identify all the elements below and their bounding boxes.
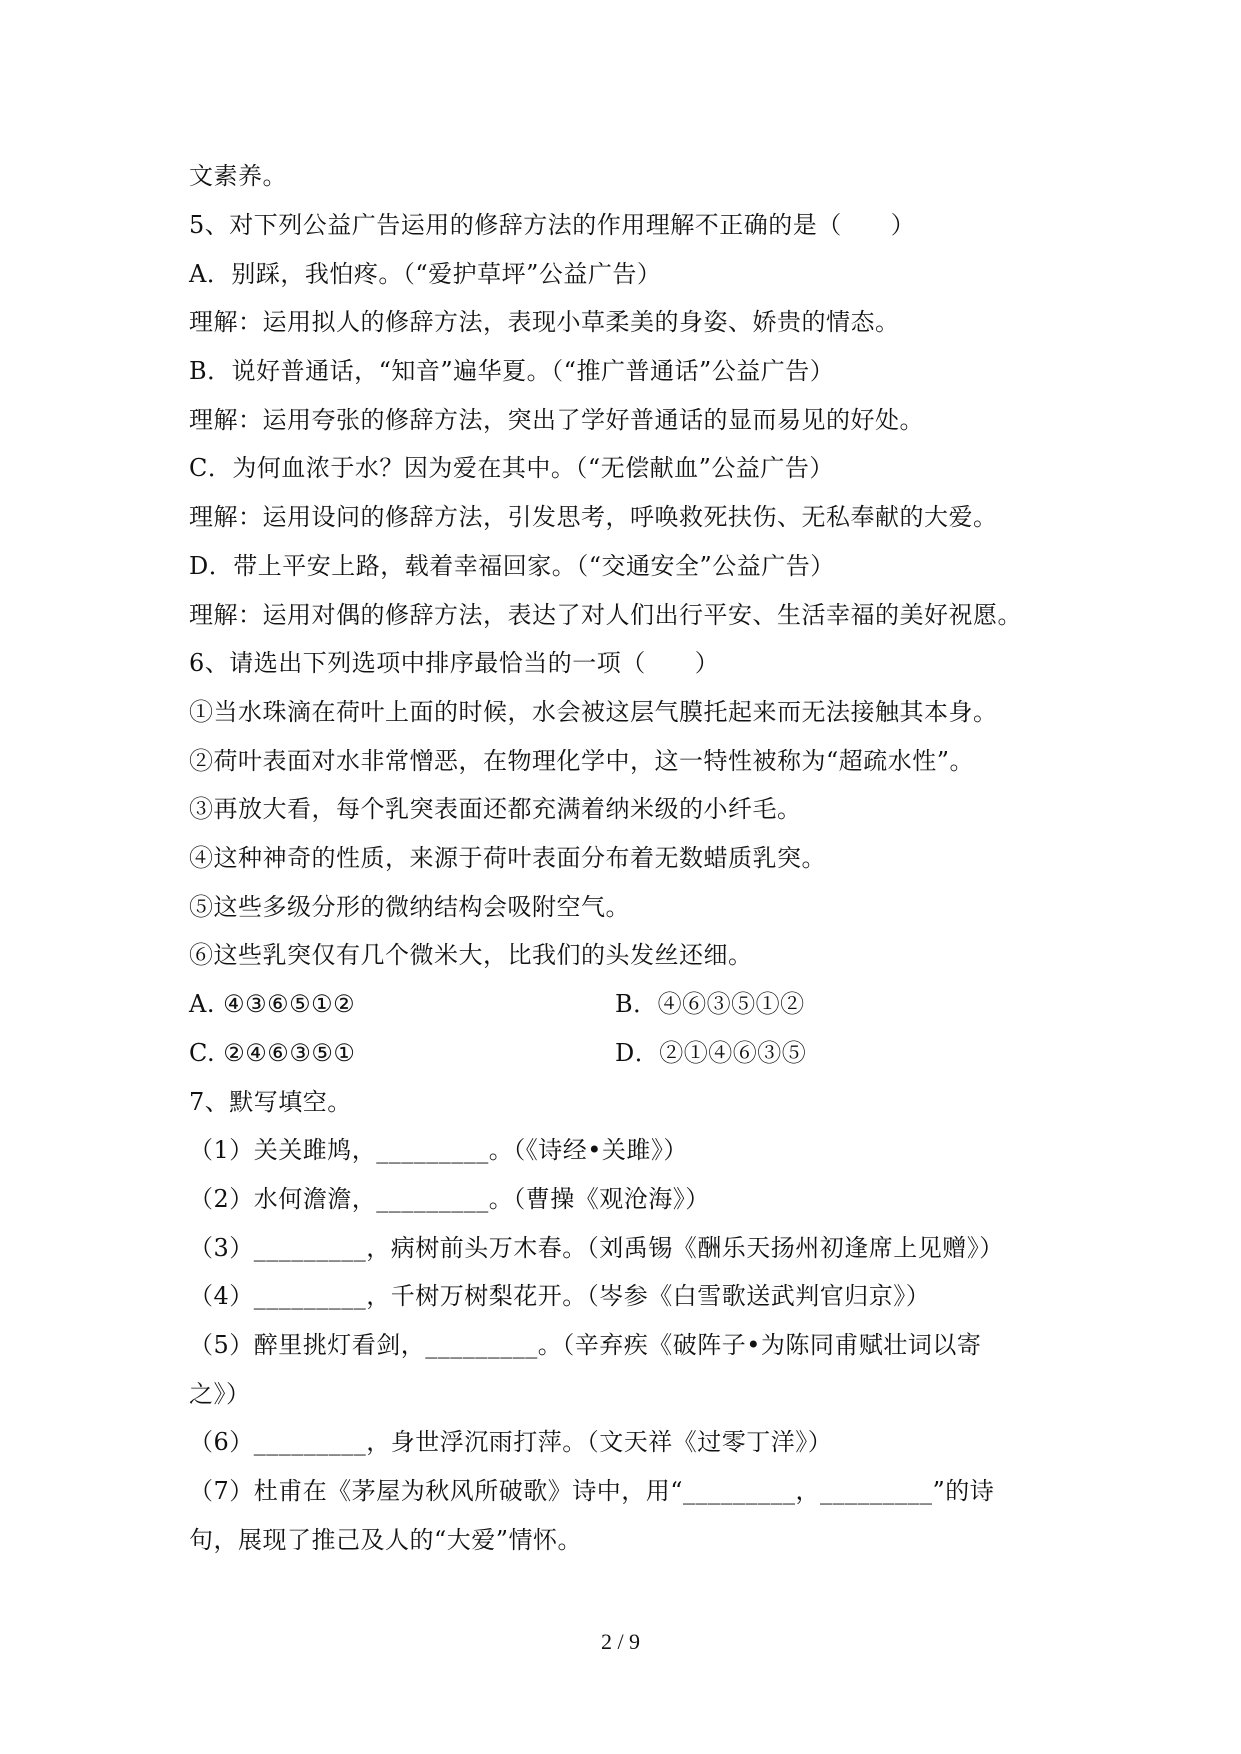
- sentence-1: ①当水珠滴在荷叶上面的时候，水会被这层气膜托起来而无法接触其本身。: [189, 698, 998, 726]
- sentence-4: ④这种神奇的性质，来源于荷叶表面分布着无数蜡质乳突。: [189, 844, 826, 872]
- option-a: A．别踩，我怕疼。（“爱护草坪”公益广告）: [189, 260, 662, 288]
- fill-blank-5-continued: 之》）: [189, 1380, 251, 1408]
- options-row-1: [189, 988, 1089, 1020]
- option-6b: B．④⑥③⑤①②: [615, 990, 805, 1018]
- fill-blank-3: （3）_________，病树前头万木春。（刘禹锡《酬乐天扬州初逢席上见赠》）: [189, 1234, 1004, 1262]
- question-7-stem: 7、默写填空。: [189, 1088, 352, 1116]
- sentence-5: ⑤这些多级分形的微纳结构会吸附空气。: [189, 893, 630, 921]
- options-row-2: [189, 1037, 1089, 1069]
- option-b-explanation: 理解：运用夸张的修辞方法，突出了学好普通话的显而易见的好处。: [189, 406, 924, 434]
- option-c: C．为何血浓于水？因为爱在其中。（“无偿献血”公益广告）: [189, 454, 834, 482]
- question-5-stem: 5、对下列公益广告运用的修辞方法的作用理解不正确的是（ ）: [189, 211, 916, 239]
- sentence-3: ③再放大看，每个乳突表面还都充满着纳米级的小纤毛。: [189, 795, 802, 823]
- question-6-stem: 6、请选出下列选项中排序最恰当的一项（ ）: [189, 649, 720, 677]
- option-6a: A. ④③⑥⑤①②: [189, 990, 356, 1018]
- option-6c: C. ②④⑥③⑤①: [189, 1039, 356, 1067]
- fill-blank-7-continued: 句，展现了推己及人的“大爱”情怀。: [189, 1526, 583, 1554]
- fill-blank-7: （7）杜甫在《茅屋为秋风所破歌》诗中，用“_________，_________”的诗: [189, 1477, 995, 1505]
- option-b: B．说好普通话，“知音”遍华夏。（“推广普通话”公益广告）: [189, 357, 835, 385]
- option-d-explanation: 理解：运用对偶的修辞方法，表达了对人们出行平安、生活幸福的美好祝愿。: [189, 601, 1022, 629]
- fill-blank-4: （4）_________，千树万树梨花开。（岑参《白雪歌送武判官归京》）: [189, 1282, 931, 1310]
- option-c-explanation: 理解：运用设问的修辞方法，引发思考，呼唤救死扶伤、无私奉献的大爱。: [189, 503, 998, 531]
- option-a-explanation: 理解：运用拟人的修辞方法，表现小草柔美的身姿、娇贵的情态。: [189, 308, 900, 336]
- option-6d: D．②①④⑥③⑤: [615, 1039, 807, 1067]
- fill-blank-2: （2）水何澹澹，_________。（曹操《观沧海》）: [189, 1185, 710, 1213]
- fill-blank-6: （6）_________，身世浮沉雨打萍。（文天祥《过零丁洋》）: [189, 1428, 833, 1456]
- fill-blank-1: （1）关关雎鸠，_________。（《诗经•关雎》）: [189, 1136, 688, 1164]
- page-number: 2 / 9: [600, 1629, 641, 1654]
- option-d: D．带上平安上路，载着幸福回家。（“交通安全”公益广告）: [189, 552, 835, 580]
- text-line: 文素养。: [189, 162, 287, 190]
- fill-blank-5: （5）醉里挑灯看剑，_________。（辛弃疾《破阵子•为陈同甫赋壮词以寄: [189, 1331, 982, 1359]
- sentence-2: ②荷叶表面对水非常憎恶，在物理化学中，这一特性被称为“超疏水性”。: [189, 747, 975, 775]
- sentence-6: ⑥这些乳突仅有几个微米大，比我们的头发丝还细。: [189, 941, 753, 969]
